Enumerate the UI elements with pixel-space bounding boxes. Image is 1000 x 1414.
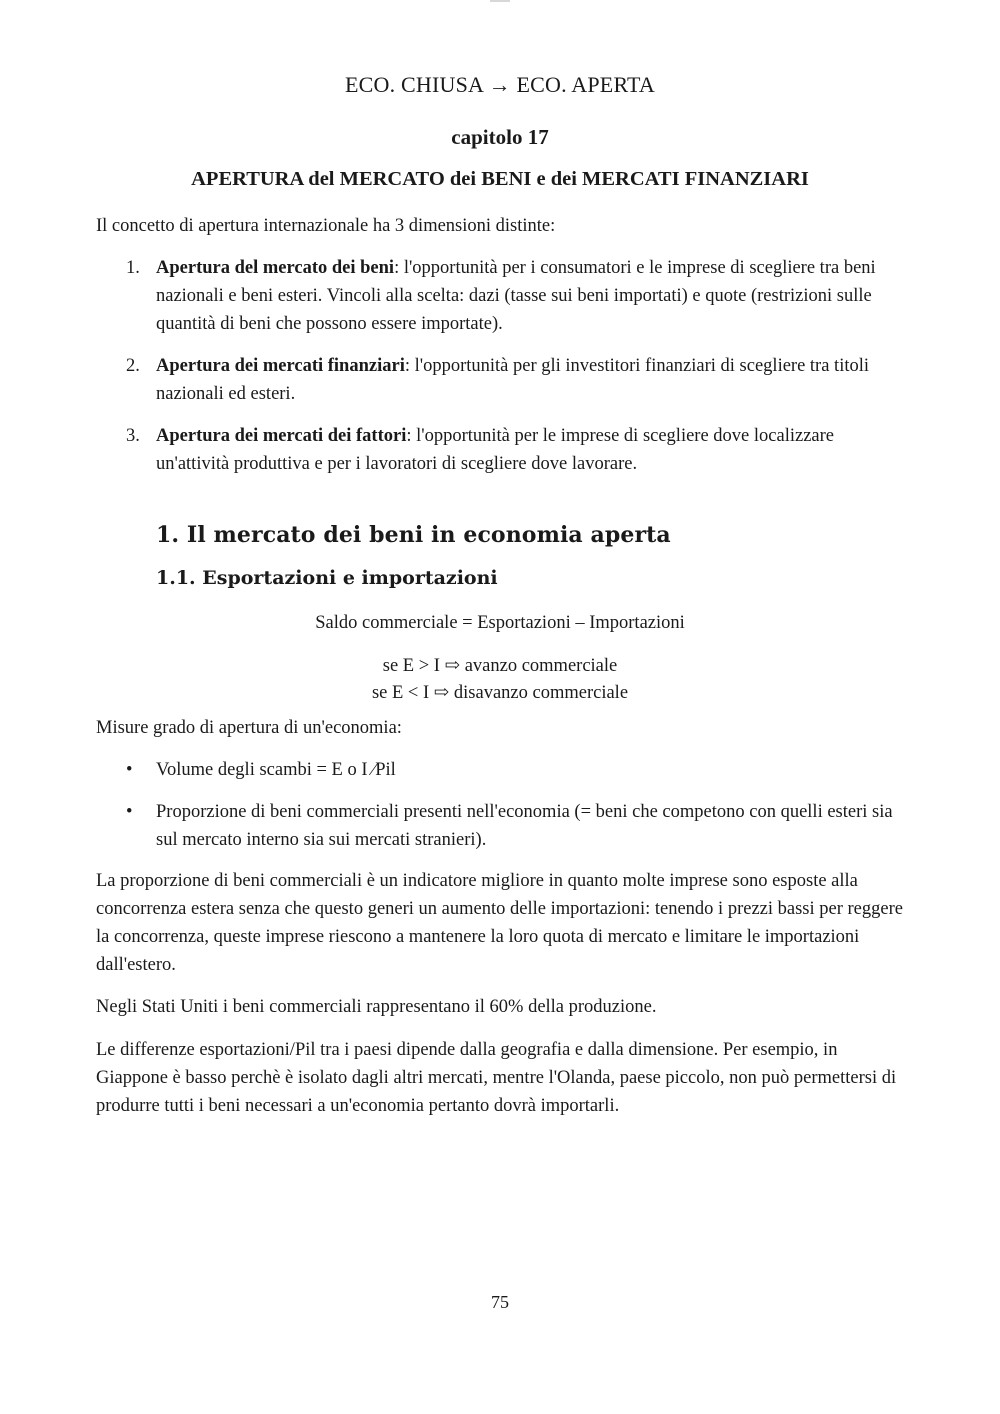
main-heading: APERTURA del MERCATO dei BENI e dei MERCATI FINANZIARI <box>191 168 809 190</box>
list-term: Apertura dei mercati finanziari <box>156 356 405 376</box>
list-number: 2. <box>126 356 140 376</box>
list-item <box>96 756 896 784</box>
list-item <box>96 352 896 408</box>
paragraph-tradables: La proporzione di beni commerciali è un indicatore migliore in quanto molte imprese sono esposte alla concorrenza estera senza che questo generi un aumento delle importazioni: tenendo i prezzi bassi per reggere la concorrenza, queste imprese riescono a mantenere la loro quota di mercato e limitare le importazioni dall'estero. <box>96 871 903 975</box>
list-number: 3. <box>126 426 140 446</box>
list-text: : l'opportunità per gli investitori finanziari di scegliere tra titoli nazionali ed esteri. <box>156 356 870 404</box>
dimensions-list <box>96 254 896 492</box>
measures-list <box>96 756 896 868</box>
list-text: Proporzione di beni commerciali presenti nell'economia (= beni che competono con quelli esteri sia sul mercato interno sia sui mercati stranieri). <box>156 802 893 850</box>
list-term: Apertura del mercato dei beni <box>156 258 395 278</box>
document-title: ECO. CHIUSA → ECO. APERTA <box>345 72 655 97</box>
list-term: Apertura dei mercati dei fattori <box>156 426 407 446</box>
top-mark <box>490 0 510 2</box>
list-item <box>96 422 896 478</box>
deficit-formula: se E < I ⇨ disavanzo commerciale <box>371 683 629 703</box>
list-text: : l'opportunità per i consumatori e le imprese di scegliere tra beni nazionali e beni esteri. Vincoli alla scelta: dazi (tasse sui beni importati) e quote (restrizioni sulle quantità di beni che possono essere importate). <box>156 258 876 334</box>
paragraph-differences: Le differenze esportazioni/Pil tra i paesi dipende dalla geografia e dalla dimensione. Per esempio, in Giappone è basso perchè è isolato dagli altri mercati, mentre l'Olanda, paese piccolo, non può permettersi di produrre tutti i beni necessari a un'economia pertanto dovrà importarli. <box>96 1040 897 1116</box>
measures-label: Misure grado di apertura di un'economia: <box>96 718 402 738</box>
balance-formula: Saldo commerciale = Esportazioni – Importazioni <box>315 613 685 633</box>
subsection-heading: 1.1. Esportazioni e importazioni <box>156 567 498 589</box>
surplus-formula: se E > I ⇨ avanzo commerciale <box>382 656 618 676</box>
list-text: : l'opportunità per le imprese di scegliere dove localizzare un'attività produttiva e per i lavoratori di scegliere dove lavorare. <box>156 426 834 474</box>
intro-paragraph: Il concetto di apertura internazionale ha 3 dimensioni distinte: <box>96 216 556 236</box>
paragraph-usa: Negli Stati Uniti i beni commerciali rappresentano il 60% della produzione. <box>96 997 657 1017</box>
list-item <box>96 254 896 338</box>
page-number: 75 <box>491 1292 509 1312</box>
chapter-label: capitolo 17 <box>451 125 549 149</box>
list-number: 1. <box>126 258 140 278</box>
list-item <box>96 798 896 854</box>
bullet-icon: • <box>126 760 133 780</box>
bullet-icon: • <box>126 802 133 822</box>
section-heading: 1. Il mercato dei beni in economia aperta <box>156 522 671 548</box>
list-text: Volume degli scambi = E o I ∕Pil <box>156 760 396 780</box>
